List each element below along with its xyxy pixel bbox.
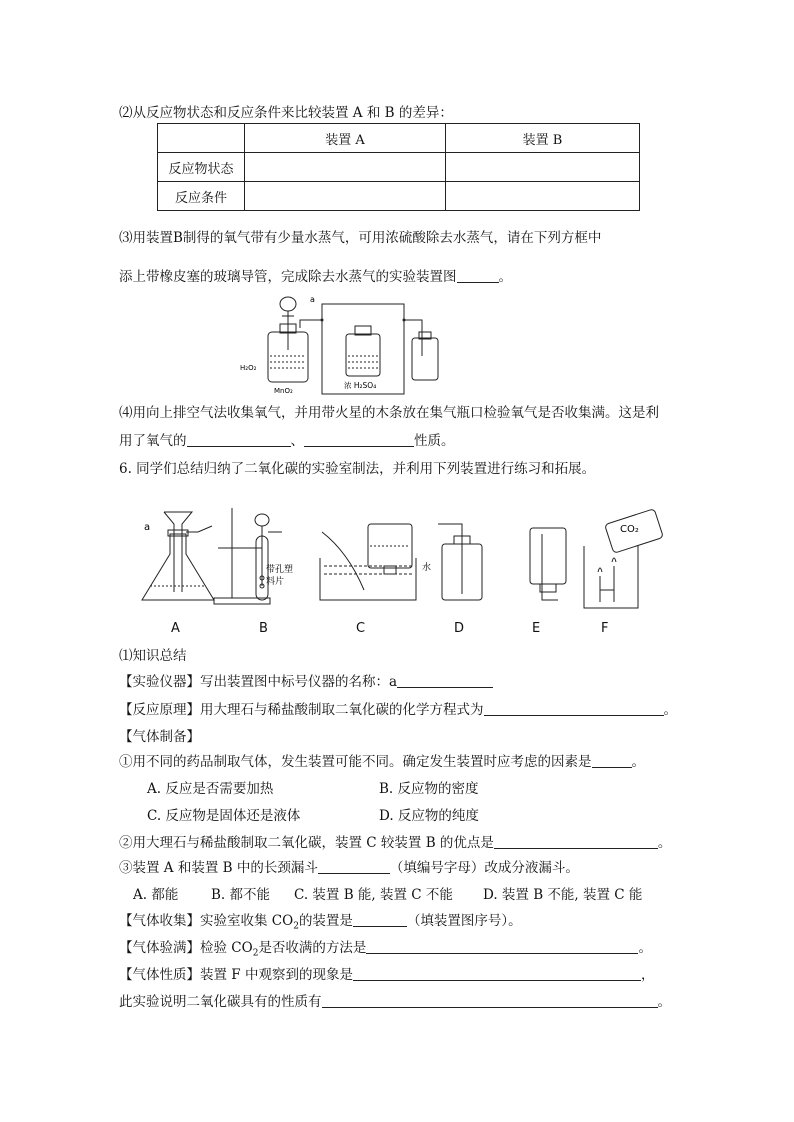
collect-text-c: （填装置图序号）。: [406, 913, 522, 929]
answer-cell[interactable]: [446, 153, 640, 182]
apparatus-label: F: [601, 621, 609, 636]
option-d[interactable]: D. 装置 B 不能, 装置 C 能: [483, 887, 643, 903]
table-row: [158, 182, 640, 211]
subscript: 2: [293, 921, 299, 932]
apparatus-label: B: [259, 621, 268, 636]
answer-blank[interactable]: [366, 939, 638, 954]
option-c[interactable]: C. 装置 B 能, 装置 C 不能: [294, 887, 453, 903]
q4-line2-b: 性质。: [414, 433, 455, 449]
check-end: 。: [638, 940, 652, 956]
q3-line2-end: 。: [498, 269, 512, 285]
answer-blank[interactable]: [457, 268, 499, 283]
q3-line2: [119, 268, 512, 286]
label-h2so4: 浓 H₂SO₄: [344, 381, 377, 390]
apparatus-label: C: [356, 621, 366, 636]
option-a[interactable]: A. 反应是否需要加热: [147, 781, 274, 797]
apparatus-label: A: [171, 621, 180, 636]
label-plastic: 料片: [266, 577, 285, 587]
prep-q2-text: ②用大理石与稀盐酸制取二氧化碳，装置 C 较装置 B 的优点是: [119, 835, 494, 851]
option-b[interactable]: B. 反应物的密度: [379, 781, 479, 797]
apparatus-label: D: [454, 621, 465, 636]
property-text: 【气体性质】装置 F 中观察到的现象是: [119, 967, 353, 983]
check-text: 【气体验满】检验 CO: [119, 940, 253, 956]
label-co2: CO₂: [620, 524, 639, 535]
prep-q1-text: ①用不同的药品制取气体，发生装置可能不同。确定发生装置时应考虑的因素是: [119, 754, 592, 770]
answer-blank[interactable]: [318, 859, 390, 874]
answer-blank[interactable]: [304, 432, 414, 447]
principle-end: 。: [663, 702, 677, 718]
answer-blank[interactable]: [397, 673, 493, 688]
label-water: 水: [422, 563, 432, 573]
apparatus-label: E: [532, 621, 541, 636]
prep-q2-end: 。: [657, 835, 672, 851]
oxygen-drying-apparatus-figure: [238, 290, 450, 398]
answer-cell[interactable]: [446, 182, 640, 211]
comparison-table: [157, 123, 640, 211]
q4-line2-sep: 、: [290, 433, 304, 449]
property-question: [119, 966, 654, 984]
label-h2o2: H₂O₂: [240, 364, 257, 372]
answer-blank[interactable]: [494, 834, 658, 849]
answer-cell[interactable]: [245, 182, 446, 211]
option-c[interactable]: C. 反应物是固体还是液体: [147, 808, 301, 824]
table-row-header: 反应物状态: [158, 153, 245, 182]
label-plastic: 带孔塑: [266, 565, 294, 575]
prep-q1-end: 。: [631, 754, 645, 770]
table-row: [158, 153, 640, 182]
q4-line2-a: 用了氧气的: [119, 433, 187, 449]
check-question: [119, 939, 652, 963]
answer-cell[interactable]: [245, 153, 446, 182]
prep-q3-text-b: （填编号字母）改成分液漏斗。: [389, 860, 579, 876]
principle-question: [119, 701, 677, 719]
option-d[interactable]: D. 反应物的纯度: [379, 808, 479, 824]
table-header-cell: 装置 B: [446, 124, 640, 153]
answer-blank[interactable]: [353, 912, 407, 927]
collect-text: 【气体收集】实验室收集 CO: [119, 913, 294, 929]
property-end-2: 。: [657, 994, 671, 1010]
q2-title: ⑵从反应物状态和反应条件来比较装置 A 和 B 的差异：: [119, 105, 453, 121]
property-text-2: 此实验说明二氧化碳具有的性质有: [119, 994, 322, 1010]
answer-blank[interactable]: [322, 993, 658, 1008]
property-end: ，: [640, 967, 655, 983]
option-b[interactable]: B. 都不能: [211, 887, 271, 903]
q3-line1: ⑶用装置B制得的氧气带有少量水蒸气，可用浓硫酸除去水蒸气，请在下列方框中: [119, 230, 602, 246]
table-header-cell: [158, 124, 245, 153]
table-header-cell: 装置 A: [245, 124, 446, 153]
apparatus-annotations: [144, 522, 639, 587]
co2-apparatus-figure: [138, 506, 670, 614]
label-a: a: [144, 522, 151, 533]
instrument-question: [119, 673, 493, 691]
subscript: 2: [252, 948, 259, 959]
label-a: a: [310, 295, 315, 304]
table-row-header: 反应条件: [158, 182, 245, 211]
prep-q2: [119, 834, 671, 852]
answer-blank[interactable]: [187, 432, 291, 447]
answer-blank[interactable]: [592, 753, 632, 768]
instrument-text: 【实验仪器】写出装置图中标号仪器的名称：a: [119, 674, 398, 690]
q4-line2: [119, 432, 455, 450]
answer-blank[interactable]: [353, 966, 641, 981]
table-header-row: [158, 124, 640, 153]
answer-blank[interactable]: [484, 701, 664, 716]
check-text-b: 是否收满的方法是: [258, 940, 367, 956]
q3-line2-text: 添上带橡皮塞的玻璃导管，完成除去水蒸气的实验装置图: [119, 269, 457, 285]
knowledge-title: ⑴知识总结: [119, 648, 187, 664]
option-a[interactable]: A. 都能: [133, 887, 179, 903]
label-mno2: MnO₂: [274, 387, 293, 395]
collect-question: [119, 912, 522, 936]
collect-text-b: 的装置是: [298, 913, 353, 929]
prep-q1: [119, 753, 645, 771]
property-question-2: [119, 993, 671, 1011]
principle-text: 【反应原理】用大理石与稀盐酸制取二氧化碳的化学方程式为: [119, 702, 484, 718]
preparation-heading: 【气体制备】: [119, 729, 200, 745]
q6-title: 6. 同学们总结归纳了二氧化碳的实验室制法，并利用下列装置进行练习和拓展。: [119, 461, 596, 477]
q4-line1: ⑷用向上排空气法收集氧气，并用带火星的木条放在集气瓶口检验氧气是否收集满。这是利: [119, 405, 659, 421]
prep-q3: [119, 859, 579, 877]
prep-q3-text: ③装置 A 和装置 B 中的长颈漏斗: [119, 860, 318, 876]
